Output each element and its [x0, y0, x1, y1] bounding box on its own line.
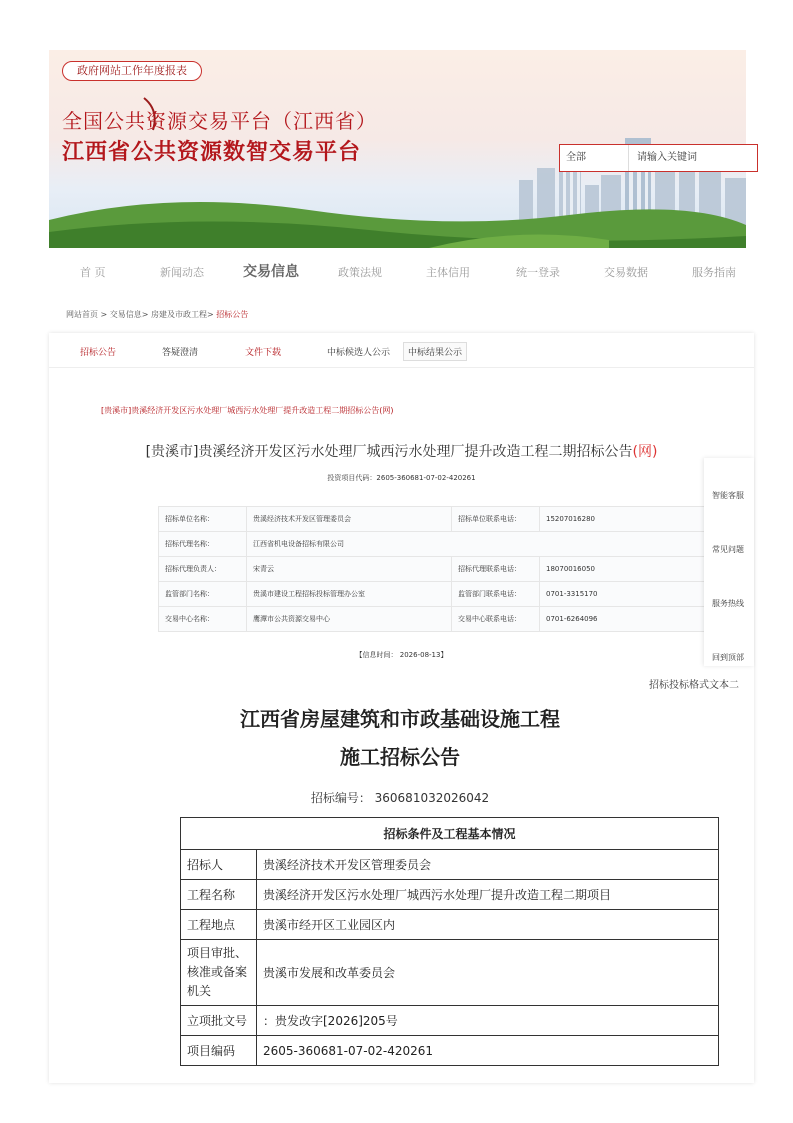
table-row — [159, 507, 754, 532]
nav-credit[interactable]: 主体信用 — [426, 266, 470, 279]
bid-number: 招标编号： 360681032026042 — [310, 791, 490, 805]
sidebar-faq[interactable]: 常见问题 — [712, 545, 744, 554]
notice-title-text: [贵溪市]贵溪经济开发区污水处理厂城西污水处理厂提升改造工程二期招标公告 — [145, 444, 633, 460]
info-value: 18070016050 — [540, 557, 754, 582]
info-label: 招标代理联系电话： — [452, 557, 540, 582]
row-label: 招标人 — [181, 850, 257, 880]
search-input[interactable]: 请输入关键词 — [637, 152, 697, 163]
info-value: 0701-3315170 — [540, 582, 754, 607]
format-note: 招标投标格式文本二 — [649, 680, 739, 691]
row-label: 工程地点 — [181, 910, 257, 940]
tab-file-download[interactable]: 文件下载 — [245, 348, 282, 358]
tab-result-publicity[interactable]: 中标结果公示 — [403, 342, 467, 361]
document-title-line1: 江西省房屋建筑和市政基础设施工程 — [240, 707, 560, 731]
info-value: 贵溪经济技术开发区管理委员会 — [247, 507, 452, 532]
row-label: 项目编码 — [181, 1036, 257, 1066]
nav-policy[interactable]: 政策法规 — [338, 266, 382, 279]
table-row — [159, 582, 754, 607]
info-label: 交易中心名称： — [159, 607, 247, 632]
search-box — [559, 144, 758, 172]
sidebar-hotline[interactable]: 服务热线 — [712, 599, 744, 608]
info-value: 0701-6264096 — [540, 607, 754, 632]
row-label: 立项批文号 — [181, 1006, 257, 1036]
nav-login[interactable]: 统一登录 — [516, 266, 560, 279]
floating-service-sidebar — [704, 458, 754, 666]
breadcrumb-current: 招标公告 — [216, 310, 249, 319]
row-value: 贵溪市经开区工业园区内 — [257, 910, 719, 940]
publish-time: 【信息时间： 2026-08-13】 — [355, 651, 448, 659]
row-value: 2605-360681-07-02-420261 — [257, 1036, 719, 1066]
tab-bid-notice[interactable]: 招标公告 — [80, 348, 117, 358]
table-row — [181, 910, 719, 940]
table-header-row — [181, 818, 719, 850]
tab-candidate-publicity[interactable]: 中标候选人公示 — [327, 348, 391, 358]
project-code: 投资项目代码：2605-360681-07-02-420261 — [327, 474, 476, 482]
tab-clarification[interactable]: 答疑澄清 — [162, 348, 199, 358]
notice-title-suffix: (网) — [632, 444, 658, 460]
info-value: 江西省机电设备招标有限公司 — [247, 532, 754, 557]
info-label: 招标代理名称： — [159, 532, 247, 557]
info-value: 贵溪市建设工程招标投标管理办公室 — [247, 582, 452, 607]
info-value: 鹰潭市公共资源交易中心 — [247, 607, 452, 632]
nav-news[interactable]: 新闻动态 — [160, 266, 204, 279]
nav-service-guide[interactable]: 服务指南 — [692, 266, 736, 279]
notice-info-table — [158, 506, 754, 632]
table-row — [159, 607, 754, 632]
info-value: 宋青云 — [247, 557, 452, 582]
breadcrumb — [66, 309, 248, 320]
banner-title-line2: 江西省公共资源数智交易平台 — [62, 139, 362, 165]
breadcrumb-category[interactable]: 房建及市政工程 — [151, 310, 208, 319]
table-row — [181, 940, 719, 1006]
table-row — [159, 557, 754, 582]
info-label: 监管部门名称： — [159, 582, 247, 607]
bid-conditions-table — [180, 817, 719, 1066]
notice-link[interactable]: [贵溪市]贵溪经济开发区污水处理厂城西污水处理厂提升改造工程二期招标公告(网) — [101, 406, 394, 415]
breadcrumb-separator: > — [141, 310, 152, 319]
banner-title-line1: 全国公共资源交易平台（江西省） — [62, 109, 377, 133]
breadcrumb-trade-info[interactable]: 交易信息 — [109, 310, 142, 319]
row-label: 项目审批、核准或备案机关 — [181, 940, 257, 1006]
main-nav — [49, 258, 749, 288]
nav-trade-info[interactable]: 交易信息 — [243, 264, 299, 280]
annual-report-link[interactable]: 政府网站工作年度报表 — [62, 61, 202, 81]
notice-tabs — [49, 333, 754, 368]
row-value: 贵溪经济技术开发区管理委员会 — [257, 850, 719, 880]
info-label: 招标单位名称： — [159, 507, 247, 532]
row-value: 贵溪市发展和改革委员会 — [257, 940, 719, 1006]
table-row — [159, 532, 754, 557]
table-row — [181, 880, 719, 910]
table-title: 招标条件及工程基本情况 — [181, 818, 719, 850]
info-label: 监管部门联系电话： — [452, 582, 540, 607]
search-category-select[interactable]: 全部 — [560, 145, 629, 171]
table-row — [181, 850, 719, 880]
breadcrumb-home[interactable]: 网站首页 — [66, 310, 98, 319]
info-label: 招标代理负责人： — [159, 557, 247, 582]
table-row — [181, 1006, 719, 1036]
nav-home[interactable]: 首 页 — [80, 266, 106, 279]
nav-trade-data[interactable]: 交易数据 — [604, 266, 648, 279]
breadcrumb-separator: > — [98, 310, 110, 319]
sidebar-back-to-top[interactable]: 回到顶部 — [712, 653, 744, 662]
info-value: 15207016280 — [540, 507, 754, 532]
sidebar-smart-service[interactable]: 智能客服 — [712, 491, 744, 500]
info-label: 招标单位联系电话： — [452, 507, 540, 532]
info-label: 交易中心联系电话： — [452, 607, 540, 632]
row-value: 贵溪经济开发区污水处理厂城西污水处理厂提升改造工程二期项目 — [257, 880, 719, 910]
notice-title — [49, 441, 754, 461]
document-title-line2: 施工招标公告 — [340, 745, 460, 769]
row-label: 工程名称 — [181, 880, 257, 910]
row-value: ：贵发改字[2026]205号 — [257, 1006, 719, 1036]
breadcrumb-separator: > — [207, 310, 217, 319]
table-row — [181, 1036, 719, 1066]
